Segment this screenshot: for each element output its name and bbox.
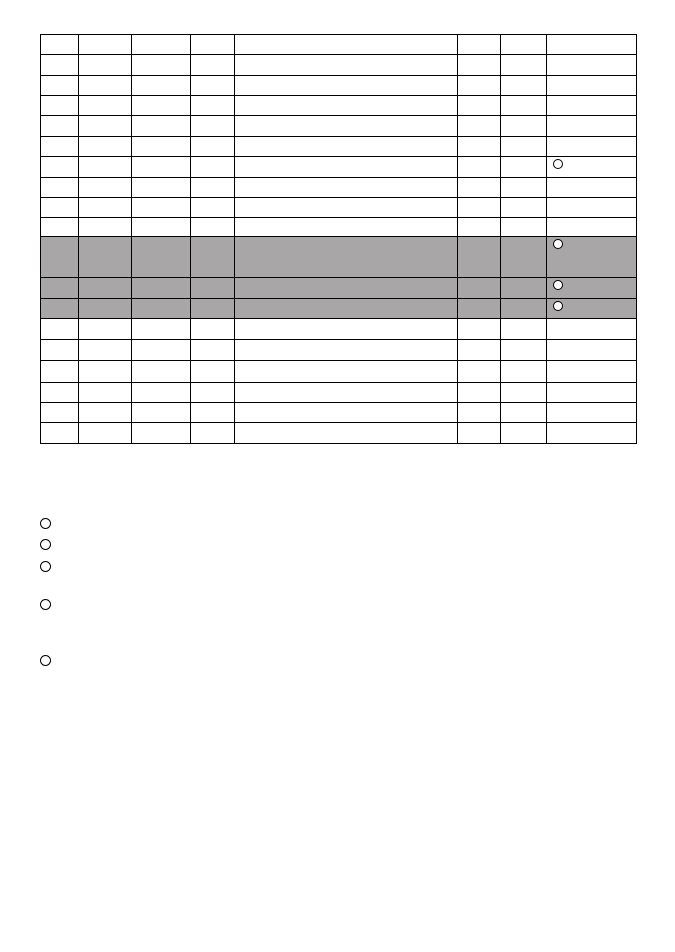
table-cell bbox=[235, 319, 458, 340]
table-cell bbox=[458, 361, 501, 383]
table-cell bbox=[547, 278, 637, 299]
table-cell bbox=[547, 218, 637, 237]
table-cell bbox=[235, 137, 458, 157]
table-cell bbox=[458, 278, 501, 299]
table-cell bbox=[547, 157, 637, 178]
table-cell bbox=[191, 76, 235, 96]
note-circle-icon bbox=[40, 561, 51, 572]
table-cell bbox=[501, 96, 547, 116]
table-cell bbox=[132, 137, 191, 157]
table-cell bbox=[235, 96, 458, 116]
table-cell bbox=[41, 157, 79, 178]
table-cell bbox=[132, 299, 191, 319]
table-cell bbox=[235, 403, 458, 423]
table-cell bbox=[547, 299, 637, 319]
table-cell bbox=[547, 237, 637, 278]
table-cell bbox=[132, 218, 191, 237]
table-cell bbox=[41, 96, 79, 116]
table-cell bbox=[235, 361, 458, 383]
table-row bbox=[41, 361, 637, 383]
table-cell bbox=[41, 278, 79, 299]
table-cell bbox=[458, 76, 501, 96]
table-cell bbox=[191, 361, 235, 383]
table-cell bbox=[79, 76, 132, 96]
table-row bbox=[41, 218, 637, 237]
table-cell bbox=[235, 340, 458, 361]
table-cell bbox=[79, 319, 132, 340]
table-cell bbox=[547, 423, 637, 444]
table-cell bbox=[458, 423, 501, 444]
table-cell bbox=[547, 198, 637, 218]
grid-table bbox=[40, 34, 637, 444]
table-cell bbox=[501, 116, 547, 137]
table-cell bbox=[191, 383, 235, 403]
table-row bbox=[41, 403, 637, 423]
table-row bbox=[41, 340, 637, 361]
table-cell bbox=[547, 96, 637, 116]
table-cell bbox=[79, 237, 132, 278]
table-row bbox=[41, 116, 637, 137]
table-cell bbox=[458, 340, 501, 361]
table-cell bbox=[501, 340, 547, 361]
table-cell bbox=[191, 157, 235, 178]
table-cell bbox=[79, 96, 132, 116]
table-cell bbox=[132, 116, 191, 137]
table-cell bbox=[547, 76, 637, 96]
table-cell bbox=[235, 157, 458, 178]
table-row bbox=[41, 96, 637, 116]
table-cell bbox=[501, 76, 547, 96]
table-cell bbox=[191, 237, 235, 278]
table-cell bbox=[79, 340, 132, 361]
table-cell bbox=[547, 55, 637, 76]
table-cell bbox=[547, 361, 637, 383]
table-cell bbox=[501, 237, 547, 278]
table-cell bbox=[41, 361, 79, 383]
table-cell bbox=[235, 278, 458, 299]
table-cell bbox=[132, 55, 191, 76]
table-cell bbox=[191, 55, 235, 76]
table-cell bbox=[132, 76, 191, 96]
table-cell bbox=[191, 423, 235, 444]
note-circle-icon bbox=[40, 655, 51, 666]
table-cell bbox=[132, 96, 191, 116]
table-row bbox=[41, 35, 637, 55]
table-cell bbox=[41, 198, 79, 218]
table-cell bbox=[79, 198, 132, 218]
table-cell bbox=[41, 383, 79, 403]
note-circle-icon bbox=[40, 539, 51, 550]
table-cell bbox=[235, 237, 458, 278]
table-cell bbox=[132, 35, 191, 55]
table-cell bbox=[41, 299, 79, 319]
table-cell bbox=[41, 237, 79, 278]
table-cell bbox=[235, 76, 458, 96]
table-cell bbox=[79, 178, 132, 198]
table-cell bbox=[547, 137, 637, 157]
circle-mark-icon bbox=[553, 159, 563, 169]
table-cell bbox=[79, 299, 132, 319]
table-cell bbox=[132, 198, 191, 218]
table-row bbox=[41, 319, 637, 340]
table-cell bbox=[547, 403, 637, 423]
table-cell bbox=[191, 340, 235, 361]
table-cell bbox=[191, 178, 235, 198]
table-cell bbox=[79, 35, 132, 55]
table-cell bbox=[501, 278, 547, 299]
table-cell bbox=[501, 55, 547, 76]
table-cell bbox=[547, 340, 637, 361]
table-cell bbox=[235, 178, 458, 198]
table-cell bbox=[547, 383, 637, 403]
table-cell bbox=[191, 116, 235, 137]
table-cell bbox=[79, 403, 132, 423]
table-cell bbox=[132, 383, 191, 403]
table-cell bbox=[458, 35, 501, 55]
table-cell bbox=[79, 361, 132, 383]
table-cell bbox=[191, 319, 235, 340]
table-cell bbox=[458, 137, 501, 157]
table-row bbox=[41, 137, 637, 157]
table-cell bbox=[458, 96, 501, 116]
table-cell bbox=[458, 319, 501, 340]
table-cell bbox=[41, 340, 79, 361]
table-cell bbox=[79, 423, 132, 444]
table-cell bbox=[458, 178, 501, 198]
table-cell bbox=[547, 35, 637, 55]
table-row bbox=[41, 383, 637, 403]
table-cell bbox=[79, 137, 132, 157]
table-cell bbox=[41, 178, 79, 198]
table-row bbox=[41, 237, 637, 278]
table-cell bbox=[458, 157, 501, 178]
table-cell bbox=[41, 423, 79, 444]
table-row bbox=[41, 76, 637, 96]
table-cell bbox=[79, 278, 132, 299]
table-row bbox=[41, 299, 637, 319]
table-cell bbox=[501, 403, 547, 423]
table-cell bbox=[79, 55, 132, 76]
table-cell bbox=[547, 319, 637, 340]
table-cell bbox=[501, 218, 547, 237]
table-cell bbox=[79, 116, 132, 137]
table-cell bbox=[79, 383, 132, 403]
table-cell bbox=[235, 218, 458, 237]
table-cell bbox=[235, 35, 458, 55]
table-cell bbox=[79, 218, 132, 237]
table-cell bbox=[132, 278, 191, 299]
table-cell bbox=[235, 198, 458, 218]
table-cell bbox=[41, 35, 79, 55]
table-cell bbox=[458, 383, 501, 403]
circle-mark-icon bbox=[553, 280, 563, 290]
table-cell bbox=[132, 178, 191, 198]
table-cell bbox=[41, 76, 79, 96]
table-cell bbox=[458, 218, 501, 237]
table-cell bbox=[501, 157, 547, 178]
table-cell bbox=[41, 403, 79, 423]
table-cell bbox=[501, 178, 547, 198]
table-cell bbox=[501, 299, 547, 319]
table-cell bbox=[501, 198, 547, 218]
table-cell bbox=[235, 383, 458, 403]
table-cell bbox=[458, 299, 501, 319]
table-cell bbox=[235, 423, 458, 444]
table-cell bbox=[132, 157, 191, 178]
table-cell bbox=[501, 423, 547, 444]
table-cell bbox=[501, 319, 547, 340]
table-cell bbox=[132, 319, 191, 340]
table-cell bbox=[132, 237, 191, 278]
circle-mark-icon bbox=[553, 239, 563, 249]
table-cell bbox=[501, 361, 547, 383]
table-cell bbox=[458, 237, 501, 278]
table-row bbox=[41, 278, 637, 299]
table-cell bbox=[191, 218, 235, 237]
table-cell bbox=[191, 35, 235, 55]
table-cell bbox=[41, 55, 79, 76]
table-cell bbox=[547, 178, 637, 198]
table-cell bbox=[458, 55, 501, 76]
circle-mark-icon bbox=[553, 301, 563, 311]
table-row bbox=[41, 157, 637, 178]
table-cell bbox=[132, 403, 191, 423]
note-circle-icon bbox=[40, 599, 51, 610]
table-cell bbox=[191, 137, 235, 157]
table-cell bbox=[132, 361, 191, 383]
table-cell bbox=[79, 157, 132, 178]
table-cell bbox=[235, 55, 458, 76]
table-cell bbox=[191, 96, 235, 116]
table-cell bbox=[132, 340, 191, 361]
table-cell bbox=[501, 137, 547, 157]
table-cell bbox=[191, 278, 235, 299]
table-cell bbox=[458, 198, 501, 218]
table-cell bbox=[191, 403, 235, 423]
table-cell bbox=[41, 319, 79, 340]
table-cell bbox=[501, 35, 547, 55]
table-cell bbox=[41, 218, 79, 237]
table-row bbox=[41, 198, 637, 218]
table-cell bbox=[235, 299, 458, 319]
table-cell bbox=[191, 198, 235, 218]
table-cell bbox=[458, 403, 501, 423]
table-cell bbox=[458, 116, 501, 137]
table-cell bbox=[501, 383, 547, 403]
table-cell bbox=[41, 137, 79, 157]
table-cell bbox=[235, 116, 458, 137]
table-cell bbox=[191, 299, 235, 319]
table-cell bbox=[547, 116, 637, 137]
table-row bbox=[41, 423, 637, 444]
table-cell bbox=[41, 116, 79, 137]
table-row bbox=[41, 55, 637, 76]
note-circle-icon bbox=[40, 518, 51, 529]
table-row bbox=[41, 178, 637, 198]
table-cell bbox=[132, 423, 191, 444]
